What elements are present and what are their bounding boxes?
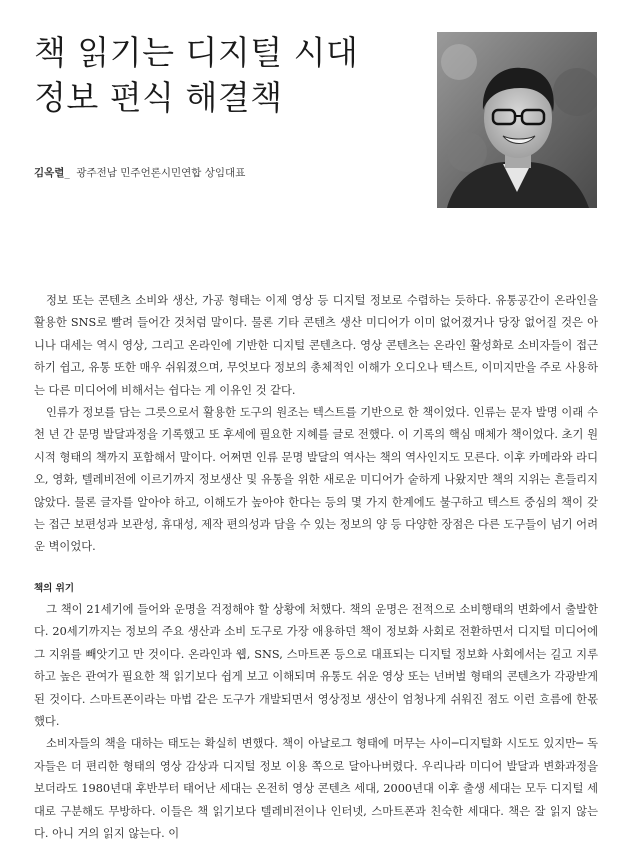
article-title-line-1: 책 읽기는 디지털 시대 (34, 33, 359, 72)
author-separator: _ (64, 167, 70, 179)
author-portrait-photo (437, 32, 597, 208)
article-body (34, 290, 598, 845)
body-paragraph-1: 정보 또는 콘텐츠 소비와 생산, 가공 형태는 이제 영상 등 디지털 정보로 수렴하는 듯하다. 유통공간이 온라인을 활용한 SNS로 빨려 들어간 것처럼 말이다. 물론 기타 콘텐츠 생산 미디어가 이미 없어졌거나 당장 없어질 것은 아니나 대세는 역시 영상, 그리고 온라인에 기반한 디지털 콘텐츠다. 영상 콘텐츠는 온라인 활성화로 소비자들이 접근하기 쉽고, 유통 또한 매우 쉬워졌으며, 무엇보다 정보의 총체적인 이해가 오디오나 텍스트, 이미지만을 주로 사용하는 다른 미디어에 비해서는 쉽다는 게 이유인 것 같다. (34, 294, 598, 397)
article-title (34, 30, 358, 120)
section-paragraph-1: 그 책이 21세기에 들어와 운명을 걱정해야 할 상황에 처했다. 책의 운명은 전적으로 소비행태의 변화에서 출발한다. 20세기까지는 정보의 주요 생산과 소비 도구로 가장 애용하던 책이 정보화 사회로 전환하면서 디지털 미디어에 그 지위를 빼앗기고 만 것이다. 온라인과 웹, SNS, 스마트폰 등으로 대표되는 디지털 정보화 사회에서는 길고 지루하고 높은 관여가 필요한 책 읽기보다 쉽게 보고 이해되며 유통도 쉬운 영상 또는 넌버벌 형태의 콘텐츠가 각광받게 된 것이다. 스마트폰이라는 마법 같은 도구가 개발되면서 영상정보 생산이 엄청나게 쉬워진 점도 이런 흐름에 한몫했다. (34, 602, 599, 728)
author-affiliation: 광주전남 민주언론시민연합 상임대표 (76, 167, 246, 179)
section-paragraph-2: 소비자들의 책을 대하는 태도는 확실히 변했다. 책이 아날로그 형태에 머무는 사이─디지털화 시도도 있지만─ 독자들은 더 편리한 형태의 영상 감상과 디지털 정보 이용 쪽으로 달아나버렸다. 우리나라 미디어 발달과 변화과정을 보더라도 1980년대 후반부터 태어난 세대는 온전히 영상 콘텐츠 세대, 2000년대 이후 출생 세대는 모두 디지털 세대로 구분해도 무방하다. 이들은 책 읽기보다 텔레비전이나 인터넷, 스마트폰과 친숙한 세대다. 책은 잘 읽지 않는다. 아니 거의 읽지 않는다. 이 (34, 737, 598, 840)
author-name: 김옥렬 (34, 167, 65, 179)
body-paragraph-2: 인류가 정보를 담는 그릇으로서 활용한 도구의 원조는 텍스트를 기반으로 한 책이었다. 인류는 문자 발명 이래 수천 년 간 문명 발달과정을 기록했고 또 후세에 필요한 지혜를 글로 전했다. 이 기록의 핵심 매체가 책이었다. 초기 원시적 형태의 책까지 포함해서 말이다. 어쩌면 인류 문명 발달의 역사는 책의 역사인지도 모른다. 이후 카메라와 라디오, 영화, 텔레비전에 이르기까지 정보생산 및 유통을 위한 새로운 미디어가 숱하게 나왔지만 책의 지위는 흔들리지 않았다. 물론 글자를 알아야 하고, 이해도가 높아야 한다는 등의 몇 가지 한계에도 불구하고 텍스트 중심의 책이 갖는 접근 보편성과 보관성, 휴대성, 제작 편의성과 담을 수 있는 정보의 양 등 다양한 장점은 다른 도구들이 넘기 어려운 벽이었다. (34, 406, 598, 554)
author-byline (34, 165, 245, 180)
article-title-line-2: 정보 편식 해결책 (34, 78, 283, 117)
section-heading: 책의 위기 (34, 582, 75, 594)
portrait-illustration (437, 32, 597, 208)
